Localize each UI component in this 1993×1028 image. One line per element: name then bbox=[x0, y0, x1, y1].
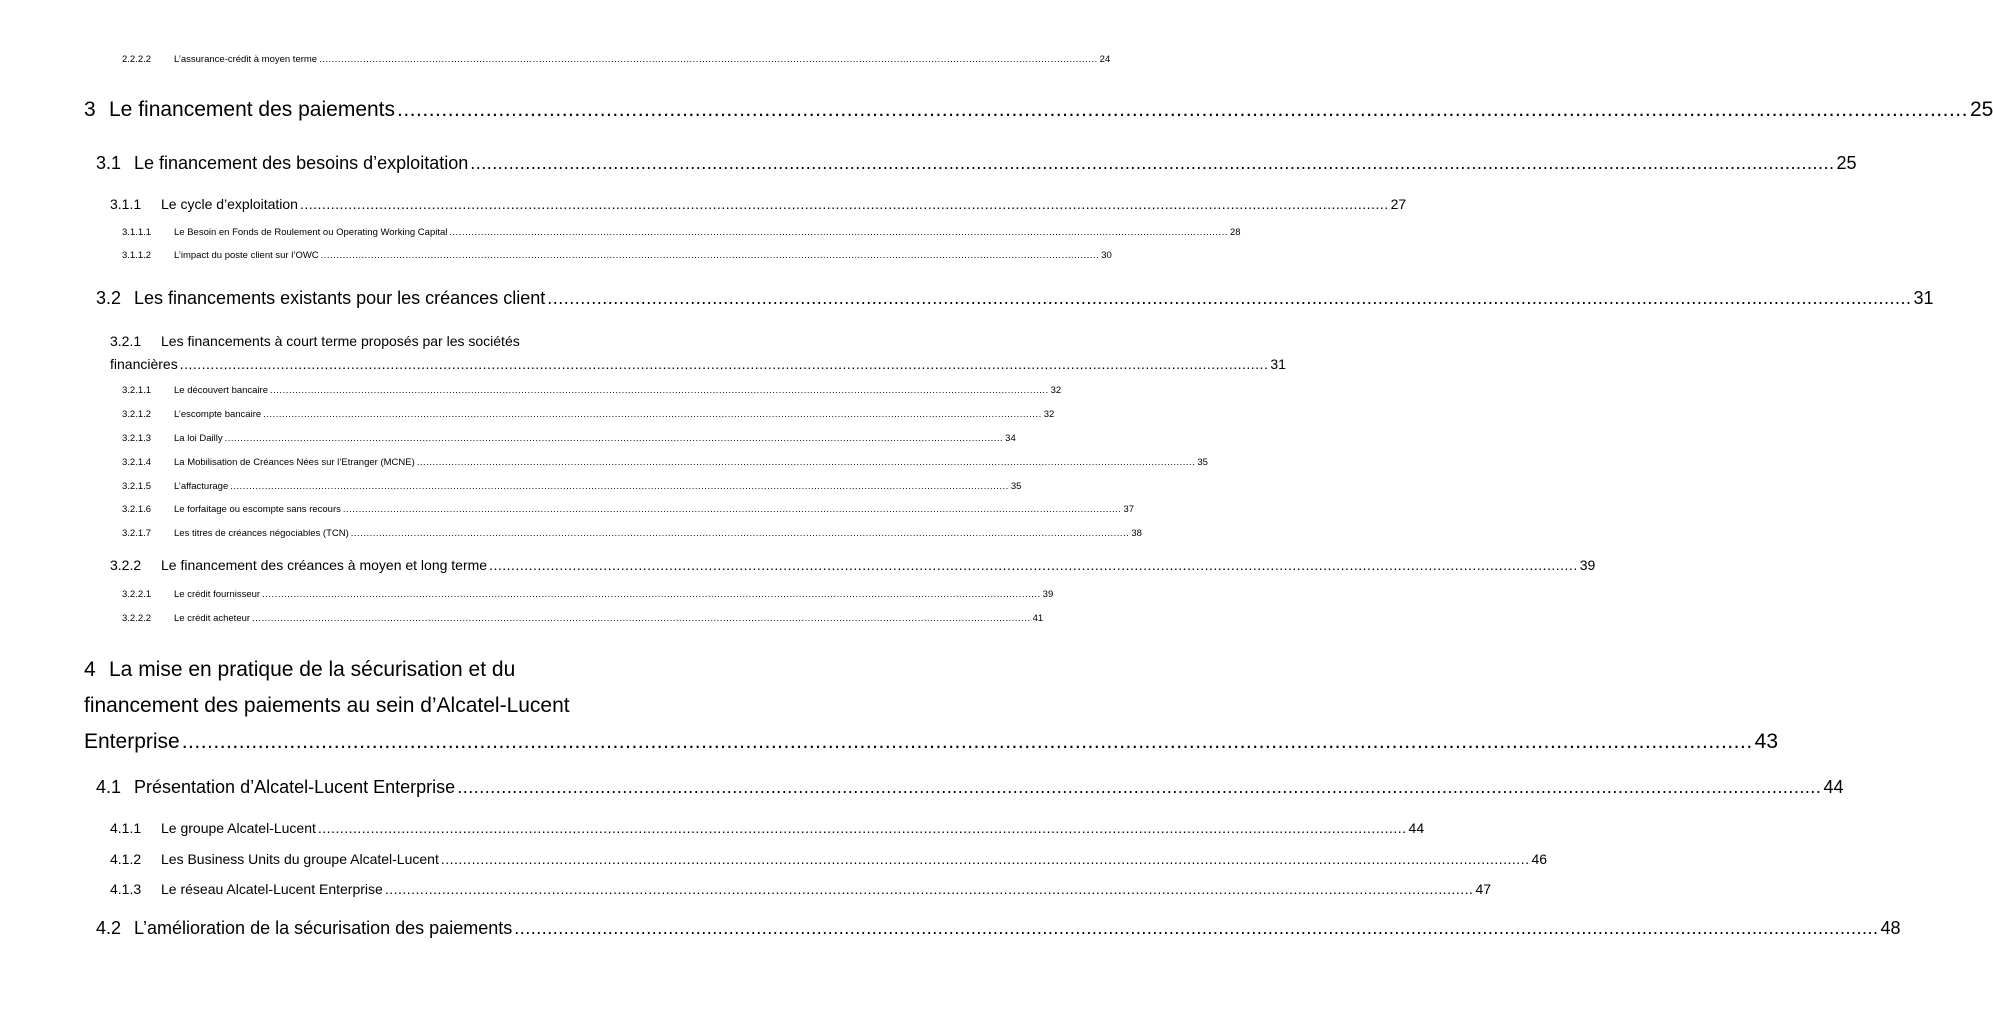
toc-entry-3-2-1-3[interactable] bbox=[122, 433, 1016, 444]
toc-title: Les Business Units du groupe Alcatel-Lucent bbox=[161, 851, 439, 867]
toc-entry-3-1-1[interactable] bbox=[110, 196, 1407, 212]
toc-page-number: 47 bbox=[1475, 881, 1492, 897]
toc-page-number: 35 bbox=[1197, 457, 1208, 468]
toc-entry-3-2-2-1[interactable] bbox=[122, 589, 1054, 600]
toc-title: La mise en pratique de la sécurisation et du bbox=[109, 658, 516, 681]
toc-title: Le cycle d’exploitation bbox=[161, 196, 298, 212]
toc-title-continued: Enterprise bbox=[84, 730, 180, 753]
toc-leader bbox=[318, 820, 1407, 836]
toc-entry-4-1-1[interactable] bbox=[110, 820, 1425, 836]
toc-page-number: 28 bbox=[1229, 227, 1241, 238]
toc-page-number: 34 bbox=[1005, 433, 1016, 444]
toc-page-number: 24 bbox=[1099, 54, 1111, 65]
toc-title-continued: financement des paiements au sein d’Alcatel-Lucent bbox=[84, 694, 570, 717]
toc-title: Le groupe Alcatel-Lucent bbox=[161, 820, 316, 836]
toc-leader bbox=[270, 385, 1049, 396]
toc-page-number: 39 bbox=[1579, 557, 1596, 573]
toc-entry-3-2-2[interactable] bbox=[110, 557, 1596, 573]
toc-title: Le financement des besoins d’exploitation bbox=[134, 153, 469, 173]
toc-title: Les titres de créances négociables (TCN) bbox=[174, 528, 349, 539]
toc-entry-3-1-1-2[interactable] bbox=[122, 250, 1112, 261]
toc-number: 4.2 bbox=[96, 918, 122, 938]
toc-leader bbox=[263, 409, 1042, 420]
toc-leader bbox=[441, 851, 1530, 867]
toc-title: La loi Dailly bbox=[174, 433, 223, 444]
toc-number: 3.1.1.2 bbox=[122, 250, 152, 261]
toc-page-number: 46 bbox=[1531, 851, 1548, 867]
toc-number: 4.1.2 bbox=[110, 851, 142, 867]
toc-leader bbox=[262, 589, 1041, 600]
toc-leader bbox=[547, 288, 1911, 309]
toc-entry-4[interactable] bbox=[84, 652, 1779, 760]
toc-entry-2-2-2-2[interactable] bbox=[122, 54, 1111, 65]
toc-page-number: 25 bbox=[1836, 153, 1857, 173]
toc-title-line-2 bbox=[110, 353, 1286, 376]
toc-leader bbox=[470, 153, 1834, 174]
toc-entry-4-1-3[interactable] bbox=[110, 881, 1492, 897]
toc-page-number: 44 bbox=[1408, 820, 1425, 836]
toc-title-line-1 bbox=[110, 330, 616, 353]
toc-entry-3-2-1-4[interactable] bbox=[122, 457, 1208, 468]
toc-title: Le forfaitage ou escompte sans recours bbox=[174, 504, 341, 515]
toc-number: 3.2.2.2 bbox=[122, 613, 152, 624]
toc-title-line-3 bbox=[84, 724, 1779, 760]
toc-entry-3-2-1-2[interactable] bbox=[122, 409, 1055, 420]
toc-page-number: 32 bbox=[1043, 409, 1055, 420]
toc-page-number: 44 bbox=[1823, 777, 1844, 797]
toc-page-number: 31 bbox=[1270, 356, 1286, 372]
toc-number: 3.2.1.6 bbox=[122, 504, 152, 515]
toc-title: Le crédit acheteur bbox=[174, 613, 251, 624]
toc-entry-3-1-1-1[interactable] bbox=[122, 227, 1241, 238]
toc-entry-3-2-1-1[interactable] bbox=[122, 385, 1062, 396]
toc-page-number: 38 bbox=[1131, 528, 1142, 539]
toc-title: Les financements existants pour les créances client bbox=[134, 288, 546, 308]
toc-page-number: 48 bbox=[1880, 918, 1901, 938]
toc-title: La Mobilisation de Créances Nées sur l’Etranger (MCNE) bbox=[174, 457, 415, 468]
toc-page-number: 25 bbox=[1969, 98, 1993, 121]
toc-page-number: 41 bbox=[1032, 613, 1044, 624]
toc-number: 3.2.1.1 bbox=[122, 385, 152, 396]
toc-title-line-1 bbox=[84, 652, 616, 688]
toc-entry-3-2-1-7[interactable] bbox=[122, 528, 1142, 539]
toc-number: 3.2.1 bbox=[110, 333, 142, 349]
toc-page-number: 35 bbox=[1010, 481, 1022, 492]
toc-title: Le financement des créances à moyen et long terme bbox=[161, 557, 488, 573]
toc-number: 3.1 bbox=[96, 153, 122, 173]
toc-leader bbox=[489, 557, 1578, 573]
toc-number: 3.2.1.2 bbox=[122, 409, 152, 420]
toc-page-number: 37 bbox=[1123, 504, 1135, 515]
toc-number: 3.1.1 bbox=[110, 196, 142, 212]
toc-title: L’impact du poste client sur l’OWC bbox=[174, 250, 319, 261]
toc-leader bbox=[457, 777, 1821, 798]
toc-number: 3.2 bbox=[96, 288, 122, 308]
toc-title: Le crédit fournisseur bbox=[174, 589, 261, 600]
toc-leader bbox=[300, 196, 1389, 212]
toc-title: Le découvert bancaire bbox=[174, 385, 269, 396]
toc-leader bbox=[514, 918, 1878, 939]
toc-entry-3-2-1-5[interactable] bbox=[122, 481, 1022, 492]
toc-number: 2.2.2.2 bbox=[122, 54, 152, 65]
toc-leader bbox=[182, 724, 1753, 760]
toc-title: Les financements à court terme proposés par les sociétés bbox=[161, 333, 520, 349]
toc-leader bbox=[319, 54, 1098, 65]
toc-leader bbox=[449, 227, 1228, 238]
toc-page-number: 27 bbox=[1390, 196, 1407, 212]
toc-page-number: 32 bbox=[1050, 385, 1062, 396]
toc-leader bbox=[417, 457, 1196, 468]
toc-title: Le réseau Alcatel-Lucent Enterprise bbox=[161, 881, 383, 897]
toc-number: 3.2.1.4 bbox=[122, 457, 152, 468]
toc-entry-3-1[interactable] bbox=[96, 153, 1857, 174]
toc-leader bbox=[351, 528, 1130, 539]
toc-title-line-2 bbox=[84, 688, 616, 724]
toc-page-number: 43 bbox=[1754, 730, 1779, 753]
toc-page-number: 30 bbox=[1101, 250, 1112, 261]
toc-page-number: 39 bbox=[1042, 589, 1054, 600]
toc-number: 3.2.1.5 bbox=[122, 481, 152, 492]
toc-number: 3.2.2 bbox=[110, 557, 142, 573]
toc-title: Présentation d’Alcatel-Lucent Enterprise bbox=[134, 777, 456, 797]
toc-leader bbox=[252, 613, 1031, 624]
toc-number: 3.2.1.7 bbox=[122, 528, 152, 539]
toc-number: 4 bbox=[84, 658, 96, 681]
toc-number: 3.1.1.1 bbox=[122, 227, 152, 238]
toc-leader bbox=[397, 98, 1968, 122]
toc-title: L’affacturage bbox=[174, 481, 229, 492]
toc-leader bbox=[343, 504, 1122, 515]
toc-number: 3 bbox=[84, 98, 96, 121]
toc-leader bbox=[225, 433, 1004, 444]
toc-number: 4.1.3 bbox=[110, 881, 142, 897]
toc-entry-4-1-2[interactable] bbox=[110, 851, 1548, 867]
toc-entry-3-2[interactable] bbox=[96, 288, 1934, 309]
toc-entry-3-2-1[interactable] bbox=[110, 330, 1286, 376]
toc-title: Le financement des paiements bbox=[109, 98, 396, 121]
toc-title: L’escompte bancaire bbox=[174, 409, 262, 420]
toc-number: 4.1 bbox=[96, 777, 122, 797]
toc-entry-4-2[interactable] bbox=[96, 918, 1901, 939]
toc-page-number: 31 bbox=[1913, 288, 1934, 308]
toc-leader bbox=[385, 881, 1474, 897]
toc-number: 3.2.1.3 bbox=[122, 433, 152, 444]
toc-number: 3.2.2.1 bbox=[122, 589, 152, 600]
toc-entry-3-2-2-2[interactable] bbox=[122, 613, 1044, 624]
toc-title-continued: financières bbox=[110, 356, 178, 372]
toc-number: 4.1.1 bbox=[110, 820, 142, 836]
toc-leader bbox=[321, 250, 1100, 261]
toc-leader bbox=[180, 353, 1269, 376]
toc-title: Le Besoin en Fonds de Roulement ou Operating Working Capital bbox=[174, 227, 448, 238]
toc-entry-3[interactable] bbox=[84, 98, 1993, 122]
toc-entry-3-2-1-6[interactable] bbox=[122, 504, 1135, 515]
toc-title: L’assurance-crédit à moyen terme bbox=[174, 54, 318, 65]
toc-title: L’amélioration de la sécurisation des paiements bbox=[134, 918, 513, 938]
toc-entry-4-1[interactable] bbox=[96, 777, 1844, 798]
toc-leader bbox=[230, 481, 1009, 492]
